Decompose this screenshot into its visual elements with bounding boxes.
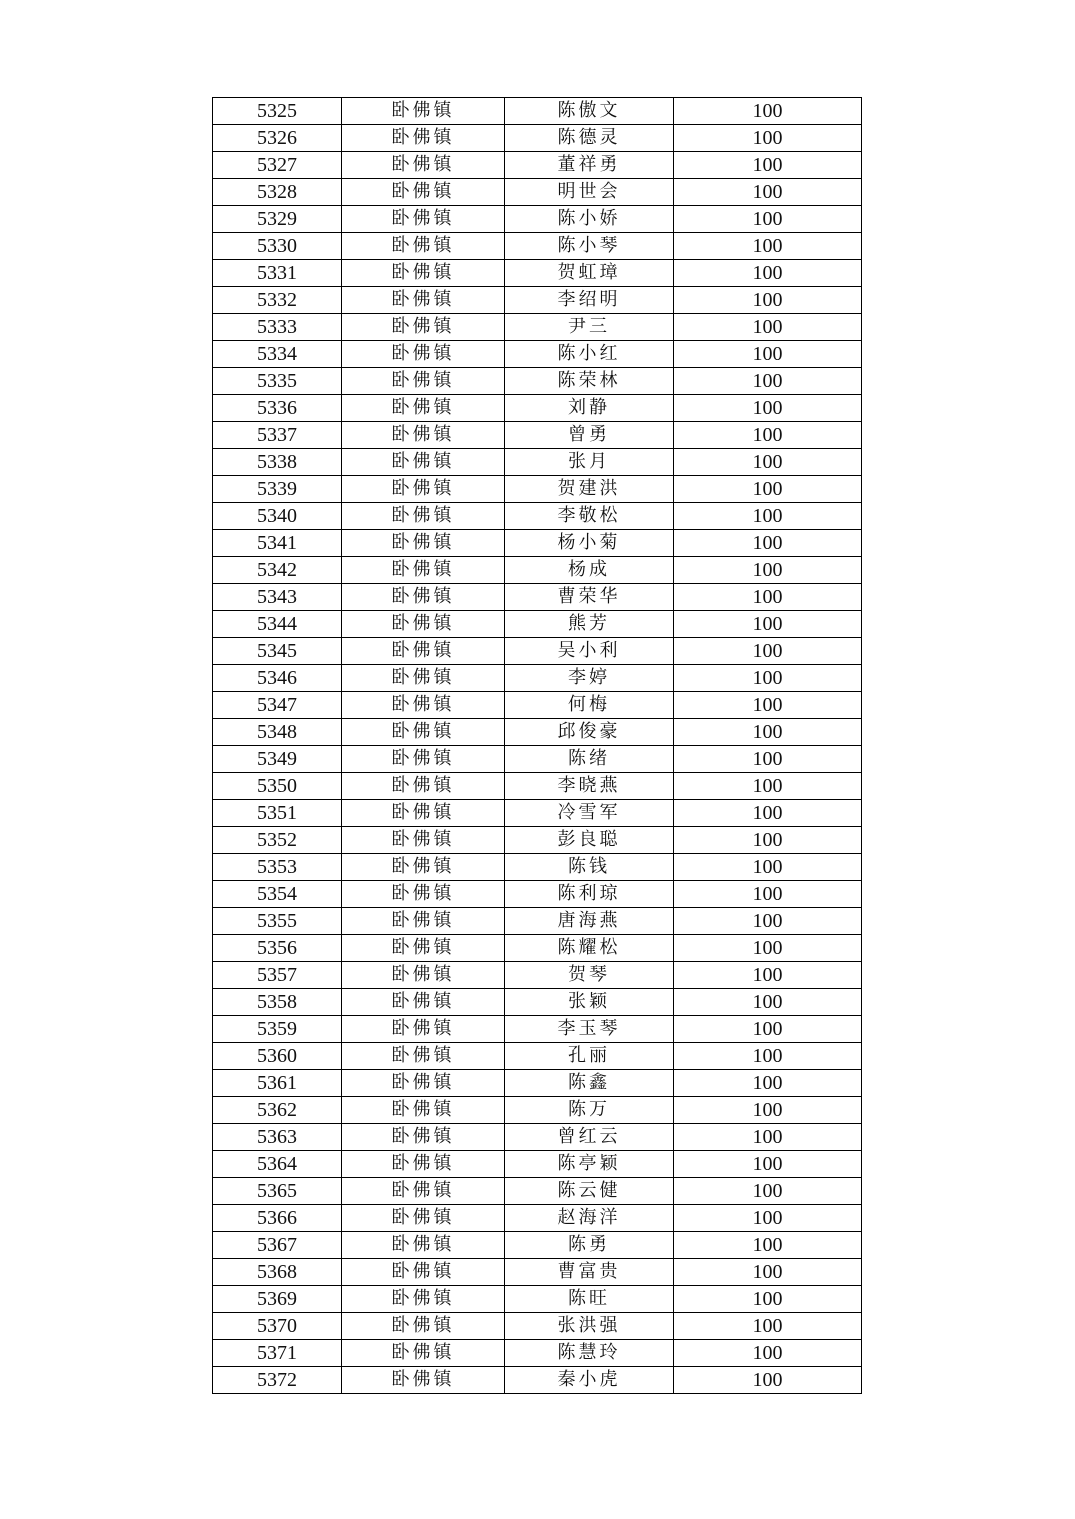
table-row <box>213 422 862 449</box>
cell-amount: 100 <box>674 800 862 827</box>
cell-person-name: 陈耀松 <box>505 935 674 962</box>
cell-town: 卧佛镇 <box>342 1070 505 1097</box>
table-row <box>213 476 862 503</box>
cell-serial-number: 5367 <box>213 1232 342 1259</box>
cell-town: 卧佛镇 <box>342 854 505 881</box>
cell-person-name: 吴小利 <box>505 638 674 665</box>
table-row <box>213 233 862 260</box>
cell-person-name: 陈旺 <box>505 1286 674 1313</box>
cell-person-name: 贺建洪 <box>505 476 674 503</box>
table-row <box>213 368 862 395</box>
cell-person-name: 陈傲文 <box>505 98 674 125</box>
cell-person-name: 刘静 <box>505 395 674 422</box>
table-row <box>213 1232 862 1259</box>
cell-town: 卧佛镇 <box>342 98 505 125</box>
cell-amount: 100 <box>674 287 862 314</box>
cell-town: 卧佛镇 <box>342 719 505 746</box>
table-row <box>213 1043 862 1070</box>
cell-person-name: 陈荣林 <box>505 368 674 395</box>
table-row <box>213 1259 862 1286</box>
table-row <box>213 1340 862 1367</box>
cell-amount: 100 <box>674 125 862 152</box>
table-row <box>213 719 862 746</box>
cell-person-name: 李晓燕 <box>505 773 674 800</box>
cell-amount: 100 <box>674 1151 862 1178</box>
cell-serial-number: 5356 <box>213 935 342 962</box>
cell-amount: 100 <box>674 1259 862 1286</box>
cell-person-name: 秦小虎 <box>505 1367 674 1394</box>
cell-serial-number: 5333 <box>213 314 342 341</box>
cell-person-name: 陈亭颖 <box>505 1151 674 1178</box>
cell-serial-number: 5330 <box>213 233 342 260</box>
table-row <box>213 665 862 692</box>
cell-amount: 100 <box>674 773 862 800</box>
cell-person-name: 张洪强 <box>505 1313 674 1340</box>
cell-person-name: 陈钱 <box>505 854 674 881</box>
cell-person-name: 杨小菊 <box>505 530 674 557</box>
cell-town: 卧佛镇 <box>342 341 505 368</box>
cell-town: 卧佛镇 <box>342 827 505 854</box>
cell-town: 卧佛镇 <box>342 1205 505 1232</box>
cell-amount: 100 <box>674 854 862 881</box>
cell-person-name: 杨成 <box>505 557 674 584</box>
table-row <box>213 179 862 206</box>
cell-serial-number: 5369 <box>213 1286 342 1313</box>
table-row <box>213 206 862 233</box>
cell-amount: 100 <box>674 962 862 989</box>
cell-serial-number: 5362 <box>213 1097 342 1124</box>
cell-person-name: 贺虹璋 <box>505 260 674 287</box>
cell-amount: 100 <box>674 638 862 665</box>
cell-person-name: 赵海洋 <box>505 1205 674 1232</box>
cell-person-name: 彭良聪 <box>505 827 674 854</box>
cell-serial-number: 5371 <box>213 1340 342 1367</box>
cell-serial-number: 5338 <box>213 449 342 476</box>
cell-town: 卧佛镇 <box>342 800 505 827</box>
cell-serial-number: 5331 <box>213 260 342 287</box>
roster-table-body <box>213 98 862 1394</box>
cell-serial-number: 5329 <box>213 206 342 233</box>
cell-serial-number: 5349 <box>213 746 342 773</box>
cell-town: 卧佛镇 <box>342 152 505 179</box>
table-row <box>213 1313 862 1340</box>
cell-town: 卧佛镇 <box>342 989 505 1016</box>
table-row <box>213 1178 862 1205</box>
cell-amount: 100 <box>674 989 862 1016</box>
cell-serial-number: 5327 <box>213 152 342 179</box>
cell-serial-number: 5328 <box>213 179 342 206</box>
cell-person-name: 陈云健 <box>505 1178 674 1205</box>
cell-amount: 100 <box>674 584 862 611</box>
cell-town: 卧佛镇 <box>342 476 505 503</box>
cell-amount: 100 <box>674 260 862 287</box>
cell-serial-number: 5345 <box>213 638 342 665</box>
table-row <box>213 530 862 557</box>
cell-person-name: 陈万 <box>505 1097 674 1124</box>
cell-town: 卧佛镇 <box>342 1340 505 1367</box>
cell-town: 卧佛镇 <box>342 395 505 422</box>
table-row <box>213 908 862 935</box>
cell-serial-number: 5353 <box>213 854 342 881</box>
cell-person-name: 李玉琴 <box>505 1016 674 1043</box>
cell-serial-number: 5347 <box>213 692 342 719</box>
cell-serial-number: 5334 <box>213 341 342 368</box>
table-row <box>213 1070 862 1097</box>
cell-serial-number: 5354 <box>213 881 342 908</box>
cell-serial-number: 5325 <box>213 98 342 125</box>
cell-person-name: 冷雪军 <box>505 800 674 827</box>
cell-amount: 100 <box>674 422 862 449</box>
cell-town: 卧佛镇 <box>342 1124 505 1151</box>
cell-amount: 100 <box>674 881 862 908</box>
table-row <box>213 584 862 611</box>
cell-town: 卧佛镇 <box>342 530 505 557</box>
cell-serial-number: 5358 <box>213 989 342 1016</box>
cell-amount: 100 <box>674 476 862 503</box>
table-row <box>213 287 862 314</box>
table-row <box>213 638 862 665</box>
cell-town: 卧佛镇 <box>342 314 505 341</box>
cell-serial-number: 5339 <box>213 476 342 503</box>
table-row <box>213 773 862 800</box>
cell-serial-number: 5357 <box>213 962 342 989</box>
cell-town: 卧佛镇 <box>342 1367 505 1394</box>
cell-person-name: 孔丽 <box>505 1043 674 1070</box>
cell-person-name: 曹富贵 <box>505 1259 674 1286</box>
table-row <box>213 125 862 152</box>
cell-amount: 100 <box>674 1097 862 1124</box>
cell-amount: 100 <box>674 1367 862 1394</box>
table-row <box>213 98 862 125</box>
cell-town: 卧佛镇 <box>342 692 505 719</box>
table-row <box>213 395 862 422</box>
cell-town: 卧佛镇 <box>342 503 505 530</box>
cell-amount: 100 <box>674 1043 862 1070</box>
table-row <box>213 611 862 638</box>
cell-town: 卧佛镇 <box>342 584 505 611</box>
cell-amount: 100 <box>674 530 862 557</box>
cell-amount: 100 <box>674 1016 862 1043</box>
cell-person-name: 明世会 <box>505 179 674 206</box>
cell-town: 卧佛镇 <box>342 1016 505 1043</box>
cell-town: 卧佛镇 <box>342 179 505 206</box>
cell-serial-number: 5361 <box>213 1070 342 1097</box>
cell-person-name: 唐海燕 <box>505 908 674 935</box>
cell-amount: 100 <box>674 179 862 206</box>
cell-town: 卧佛镇 <box>342 665 505 692</box>
cell-serial-number: 5363 <box>213 1124 342 1151</box>
cell-amount: 100 <box>674 611 862 638</box>
cell-amount: 100 <box>674 1124 862 1151</box>
cell-town: 卧佛镇 <box>342 908 505 935</box>
cell-person-name: 曾勇 <box>505 422 674 449</box>
cell-amount: 100 <box>674 1232 862 1259</box>
cell-amount: 100 <box>674 665 862 692</box>
cell-serial-number: 5364 <box>213 1151 342 1178</box>
cell-amount: 100 <box>674 314 862 341</box>
cell-town: 卧佛镇 <box>342 422 505 449</box>
cell-amount: 100 <box>674 935 862 962</box>
table-row <box>213 1367 862 1394</box>
cell-person-name: 陈利琼 <box>505 881 674 908</box>
cell-person-name: 陈小红 <box>505 341 674 368</box>
table-row <box>213 449 862 476</box>
cell-serial-number: 5346 <box>213 665 342 692</box>
cell-serial-number: 5359 <box>213 1016 342 1043</box>
table-row <box>213 827 862 854</box>
cell-town: 卧佛镇 <box>342 1043 505 1070</box>
cell-amount: 100 <box>674 341 862 368</box>
cell-serial-number: 5337 <box>213 422 342 449</box>
cell-amount: 100 <box>674 503 862 530</box>
cell-person-name: 李婷 <box>505 665 674 692</box>
cell-person-name: 陈绪 <box>505 746 674 773</box>
cell-town: 卧佛镇 <box>342 1178 505 1205</box>
cell-serial-number: 5368 <box>213 1259 342 1286</box>
cell-serial-number: 5360 <box>213 1043 342 1070</box>
cell-town: 卧佛镇 <box>342 125 505 152</box>
cell-town: 卧佛镇 <box>342 1286 505 1313</box>
cell-town: 卧佛镇 <box>342 1313 505 1340</box>
cell-amount: 100 <box>674 206 862 233</box>
cell-amount: 100 <box>674 152 862 179</box>
cell-amount: 100 <box>674 827 862 854</box>
table-row <box>213 692 862 719</box>
table-row <box>213 1151 862 1178</box>
cell-person-name: 尹三 <box>505 314 674 341</box>
cell-person-name: 董祥勇 <box>505 152 674 179</box>
cell-serial-number: 5340 <box>213 503 342 530</box>
cell-town: 卧佛镇 <box>342 233 505 260</box>
cell-person-name: 邱俊豪 <box>505 719 674 746</box>
cell-person-name: 曾红云 <box>505 1124 674 1151</box>
cell-person-name: 陈小娇 <box>505 206 674 233</box>
table-row <box>213 935 862 962</box>
cell-serial-number: 5348 <box>213 719 342 746</box>
cell-town: 卧佛镇 <box>342 1097 505 1124</box>
cell-amount: 100 <box>674 746 862 773</box>
cell-person-name: 陈慧玲 <box>505 1340 674 1367</box>
table-row <box>213 314 862 341</box>
cell-town: 卧佛镇 <box>342 287 505 314</box>
cell-town: 卧佛镇 <box>342 638 505 665</box>
roster-table <box>212 97 862 1394</box>
table-row <box>213 1286 862 1313</box>
cell-amount: 100 <box>674 449 862 476</box>
cell-person-name: 张月 <box>505 449 674 476</box>
table-row <box>213 341 862 368</box>
cell-amount: 100 <box>674 233 862 260</box>
table-row <box>213 881 862 908</box>
cell-town: 卧佛镇 <box>342 1232 505 1259</box>
cell-amount: 100 <box>674 719 862 746</box>
cell-town: 卧佛镇 <box>342 557 505 584</box>
cell-serial-number: 5326 <box>213 125 342 152</box>
cell-town: 卧佛镇 <box>342 1151 505 1178</box>
table-row <box>213 1097 862 1124</box>
cell-person-name: 张颖 <box>505 989 674 1016</box>
cell-amount: 100 <box>674 98 862 125</box>
cell-amount: 100 <box>674 692 862 719</box>
cell-amount: 100 <box>674 1070 862 1097</box>
cell-serial-number: 5352 <box>213 827 342 854</box>
cell-town: 卧佛镇 <box>342 962 505 989</box>
table-row <box>213 962 862 989</box>
cell-serial-number: 5343 <box>213 584 342 611</box>
table-row <box>213 746 862 773</box>
cell-amount: 100 <box>674 1178 862 1205</box>
cell-town: 卧佛镇 <box>342 611 505 638</box>
cell-serial-number: 5370 <box>213 1313 342 1340</box>
cell-serial-number: 5335 <box>213 368 342 395</box>
cell-town: 卧佛镇 <box>342 773 505 800</box>
cell-serial-number: 5372 <box>213 1367 342 1394</box>
cell-town: 卧佛镇 <box>342 368 505 395</box>
cell-amount: 100 <box>674 1313 862 1340</box>
cell-person-name: 陈鑫 <box>505 1070 674 1097</box>
cell-serial-number: 5355 <box>213 908 342 935</box>
table-row <box>213 1016 862 1043</box>
table-row <box>213 503 862 530</box>
cell-serial-number: 5351 <box>213 800 342 827</box>
table-row <box>213 260 862 287</box>
cell-person-name: 曹荣华 <box>505 584 674 611</box>
cell-serial-number: 5366 <box>213 1205 342 1232</box>
cell-person-name: 陈德灵 <box>505 125 674 152</box>
cell-serial-number: 5350 <box>213 773 342 800</box>
cell-town: 卧佛镇 <box>342 935 505 962</box>
table-row <box>213 1205 862 1232</box>
table-row <box>213 800 862 827</box>
table-row <box>213 557 862 584</box>
cell-town: 卧佛镇 <box>342 881 505 908</box>
cell-town: 卧佛镇 <box>342 449 505 476</box>
table-row <box>213 854 862 881</box>
cell-person-name: 陈勇 <box>505 1232 674 1259</box>
cell-amount: 100 <box>674 1340 862 1367</box>
cell-serial-number: 5342 <box>213 557 342 584</box>
cell-person-name: 何梅 <box>505 692 674 719</box>
cell-town: 卧佛镇 <box>342 206 505 233</box>
table-row <box>213 1124 862 1151</box>
cell-serial-number: 5365 <box>213 1178 342 1205</box>
cell-person-name: 陈小琴 <box>505 233 674 260</box>
cell-person-name: 李敬松 <box>505 503 674 530</box>
cell-person-name: 熊芳 <box>505 611 674 638</box>
cell-amount: 100 <box>674 368 862 395</box>
cell-serial-number: 5341 <box>213 530 342 557</box>
cell-amount: 100 <box>674 908 862 935</box>
cell-amount: 100 <box>674 1286 862 1313</box>
cell-person-name: 李绍明 <box>505 287 674 314</box>
cell-serial-number: 5344 <box>213 611 342 638</box>
cell-serial-number: 5336 <box>213 395 342 422</box>
cell-amount: 100 <box>674 557 862 584</box>
cell-person-name: 贺琴 <box>505 962 674 989</box>
cell-serial-number: 5332 <box>213 287 342 314</box>
cell-amount: 100 <box>674 1205 862 1232</box>
cell-town: 卧佛镇 <box>342 1259 505 1286</box>
cell-town: 卧佛镇 <box>342 260 505 287</box>
table-row <box>213 989 862 1016</box>
cell-town: 卧佛镇 <box>342 746 505 773</box>
table-row <box>213 152 862 179</box>
cell-amount: 100 <box>674 395 862 422</box>
